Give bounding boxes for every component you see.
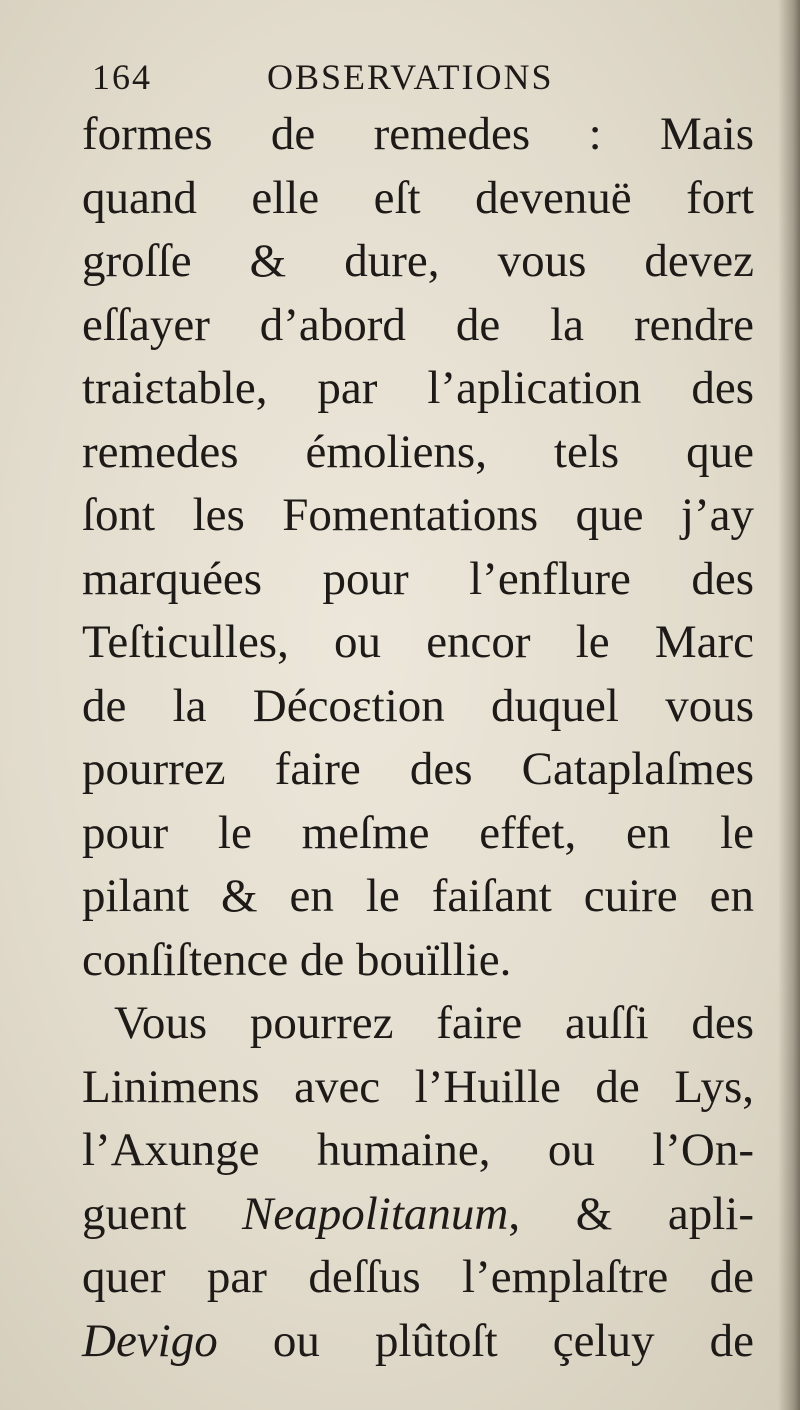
text-line: de la Décoɛtion duquel vous [82,679,754,732]
text-line: conſiſtence de bouïllie. [82,933,512,986]
text-line: formes de remedes : Mais [82,108,754,160]
text-line: pour le meſme effet, en le [82,806,754,859]
text-line [82,1183,754,1247]
italic-term: Neapolitanum [242,1187,509,1240]
text-line: remedes émoliens, tels que [82,425,754,478]
body-text [82,103,754,1373]
text-line: pilant & en le faiſant cuire en [82,870,754,922]
text-line: quer par deſſus l’emplaſtre de [82,1251,754,1303]
text-line: traiɛtable, par l’aplication des [82,362,754,414]
running-header [92,52,712,102]
text-fragment: ou plûtoſt çeluy de [272,1314,755,1367]
text-line: ſont les Fomentations que j’ay [82,489,754,541]
text-line: marquées pour l’enflure des [82,552,754,605]
running-title: OBSERVATIONS [267,57,554,97]
page-edge-shadow [778,0,800,1410]
text-fragment: , & apli- [508,1187,755,1240]
page-number: 164 [92,57,152,97]
text-line: Vous pourrez faire auſſi des [114,997,754,1049]
text-line: eſſayer d’abord de la rendre [82,298,754,351]
text-line [82,1310,754,1374]
text-line: Teſticulles, ou encor le Marc [82,616,754,668]
italic-term: Devigo [82,1314,218,1367]
text-line: groſſe & dure, vous devez [82,235,754,287]
text-line: pourrez faire des Cataplaſmes [82,743,754,795]
text-line: Linimens avec l’Huille de Lys, [82,1060,754,1113]
text-line: l’Axunge humaine, ou l’On- [82,1124,754,1176]
text-line: quand elle eſt devenuë fort [82,171,754,224]
text-fragment: guent [82,1187,187,1240]
